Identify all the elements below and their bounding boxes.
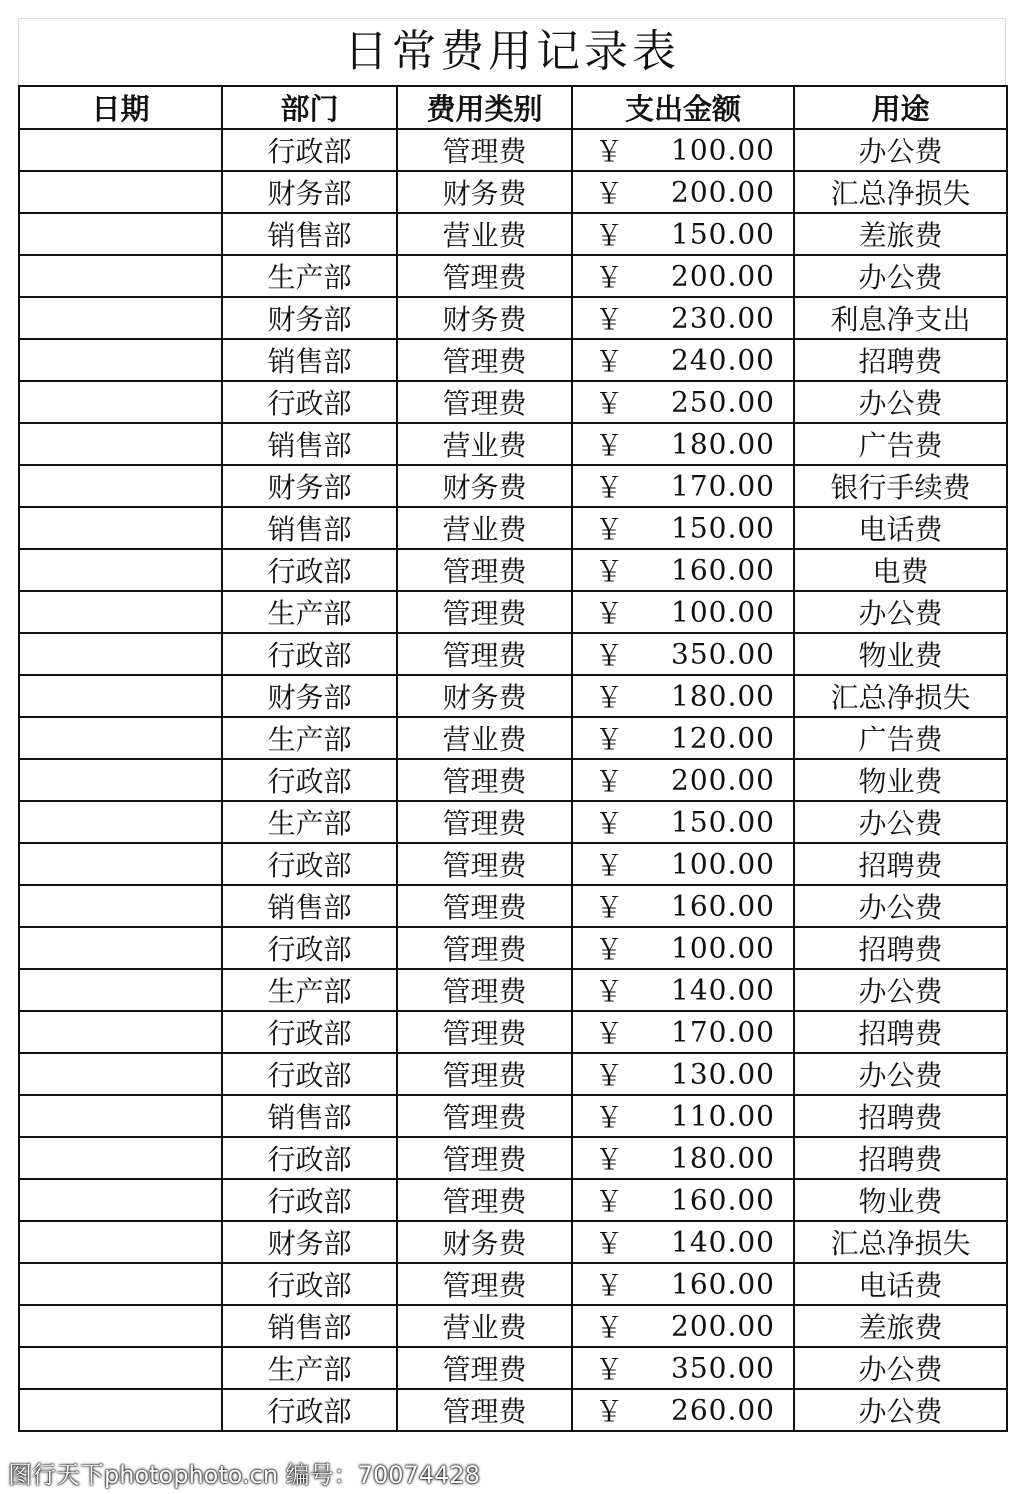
cell-date	[19, 591, 222, 633]
cell-amount	[572, 1389, 794, 1431]
currency-symbol: ￥	[595, 1227, 624, 1260]
cell-use: 招聘费	[794, 339, 1007, 381]
cell-amount	[572, 927, 794, 969]
amount-value: 140.00	[671, 973, 775, 1007]
amount-value: 180.00	[671, 1141, 775, 1175]
cell-date	[19, 1305, 222, 1347]
currency-symbol: ￥	[595, 471, 624, 504]
cell-amount	[572, 171, 794, 213]
cell-amount	[572, 1347, 794, 1389]
cell-use: 办公费	[794, 255, 1007, 297]
table-row	[19, 465, 1007, 507]
cell-amount	[572, 1305, 794, 1347]
cell-dept: 行政部	[222, 759, 397, 801]
cell-use: 招聘费	[794, 843, 1007, 885]
currency-symbol: ￥	[595, 1101, 624, 1134]
cell-use: 办公费	[794, 1053, 1007, 1095]
cell-type: 管理费	[397, 1347, 572, 1389]
cell-dept: 行政部	[222, 1389, 397, 1431]
currency-symbol: ￥	[595, 1269, 624, 1302]
amount-value: 180.00	[671, 679, 775, 713]
amount-value: 150.00	[671, 217, 775, 251]
currency-symbol: ￥	[595, 933, 624, 966]
cell-dept: 行政部	[222, 549, 397, 591]
cell-use: 差旅费	[794, 1305, 1007, 1347]
amount-value: 110.00	[671, 1099, 775, 1133]
cell-date	[19, 381, 222, 423]
cell-amount	[572, 549, 794, 591]
cell-date	[19, 675, 222, 717]
cell-date	[19, 297, 222, 339]
cell-dept: 财务部	[222, 297, 397, 339]
amount-value: 100.00	[671, 595, 775, 629]
amount-value: 150.00	[671, 805, 775, 839]
table-row	[19, 591, 1007, 633]
amount-value: 120.00	[671, 721, 775, 755]
table-row	[19, 633, 1007, 675]
currency-symbol: ￥	[595, 219, 624, 252]
cell-amount	[572, 1137, 794, 1179]
table-row	[19, 1263, 1007, 1305]
cell-date	[19, 213, 222, 255]
cell-date	[19, 171, 222, 213]
currency-symbol: ￥	[595, 723, 624, 756]
currency-symbol: ￥	[595, 135, 624, 168]
amount-value: 350.00	[671, 637, 775, 671]
page-title: 日常费用记录表	[18, 18, 1006, 85]
amount-value: 150.00	[671, 511, 775, 545]
cell-amount	[572, 297, 794, 339]
amount-value: 260.00	[671, 1393, 775, 1427]
cell-type: 管理费	[397, 1137, 572, 1179]
expense-table	[18, 85, 1008, 1432]
cell-dept: 财务部	[222, 465, 397, 507]
cell-amount	[572, 885, 794, 927]
cell-type: 财务费	[397, 1221, 572, 1263]
table-row	[19, 1221, 1007, 1263]
cell-type: 管理费	[397, 885, 572, 927]
cell-amount	[572, 633, 794, 675]
cell-type: 管理费	[397, 927, 572, 969]
cell-amount	[572, 465, 794, 507]
table-row	[19, 1137, 1007, 1179]
cell-type: 管理费	[397, 1053, 572, 1095]
cell-use: 汇总净损失	[794, 675, 1007, 717]
cell-use: 招聘费	[794, 1095, 1007, 1137]
cell-use: 办公费	[794, 969, 1007, 1011]
cell-date	[19, 759, 222, 801]
cell-date	[19, 339, 222, 381]
table-row	[19, 843, 1007, 885]
cell-use: 利息净支出	[794, 297, 1007, 339]
cell-type: 营业费	[397, 717, 572, 759]
cell-use: 汇总净损失	[794, 171, 1007, 213]
amount-value: 230.00	[671, 301, 775, 335]
cell-amount	[572, 339, 794, 381]
cell-date	[19, 1137, 222, 1179]
currency-symbol: ￥	[595, 1017, 624, 1050]
cell-dept: 行政部	[222, 1053, 397, 1095]
table-row	[19, 549, 1007, 591]
cell-date	[19, 969, 222, 1011]
cell-use: 物业费	[794, 759, 1007, 801]
header-dept: 部门	[222, 86, 397, 129]
header-use: 用途	[794, 86, 1007, 129]
cell-use: 广告费	[794, 717, 1007, 759]
cell-dept: 财务部	[222, 1221, 397, 1263]
currency-symbol: ￥	[595, 1059, 624, 1092]
cell-use: 汇总净损失	[794, 1221, 1007, 1263]
cell-amount	[572, 717, 794, 759]
cell-amount	[572, 591, 794, 633]
cell-type: 营业费	[397, 507, 572, 549]
cell-dept: 销售部	[222, 1305, 397, 1347]
amount-value: 130.00	[671, 1057, 775, 1091]
currency-symbol: ￥	[595, 1353, 624, 1386]
cell-type: 管理费	[397, 381, 572, 423]
cell-type: 营业费	[397, 213, 572, 255]
table-row	[19, 927, 1007, 969]
table-row	[19, 381, 1007, 423]
cell-use: 电话费	[794, 1263, 1007, 1305]
currency-symbol: ￥	[595, 345, 624, 378]
table-row	[19, 969, 1007, 1011]
table-row	[19, 675, 1007, 717]
cell-date	[19, 423, 222, 465]
cell-type: 管理费	[397, 759, 572, 801]
cell-date	[19, 633, 222, 675]
cell-dept: 财务部	[222, 675, 397, 717]
currency-symbol: ￥	[595, 555, 624, 588]
cell-date	[19, 1347, 222, 1389]
amount-value: 100.00	[671, 133, 775, 167]
cell-dept: 销售部	[222, 885, 397, 927]
cell-dept: 财务部	[222, 171, 397, 213]
cell-dept: 销售部	[222, 423, 397, 465]
currency-symbol: ￥	[595, 1311, 624, 1344]
amount-value: 160.00	[671, 1267, 775, 1301]
cell-type: 管理费	[397, 1095, 572, 1137]
table-row	[19, 885, 1007, 927]
cell-date	[19, 1221, 222, 1263]
cell-type: 管理费	[397, 801, 572, 843]
cell-dept: 行政部	[222, 1179, 397, 1221]
cell-type: 财务费	[397, 171, 572, 213]
table-row	[19, 171, 1007, 213]
table-row	[19, 717, 1007, 759]
cell-amount	[572, 1095, 794, 1137]
amount-value: 160.00	[671, 1183, 775, 1217]
cell-type: 管理费	[397, 591, 572, 633]
cell-type: 营业费	[397, 1305, 572, 1347]
cell-amount	[572, 1053, 794, 1095]
cell-amount	[572, 801, 794, 843]
cell-amount	[572, 675, 794, 717]
table-row	[19, 759, 1007, 801]
cell-dept: 行政部	[222, 843, 397, 885]
cell-dept: 生产部	[222, 717, 397, 759]
table-row	[19, 1305, 1007, 1347]
table-row	[19, 213, 1007, 255]
cell-use: 招聘费	[794, 927, 1007, 969]
cell-type: 管理费	[397, 339, 572, 381]
cell-use: 物业费	[794, 633, 1007, 675]
cell-use: 办公费	[794, 1389, 1007, 1431]
table-row	[19, 423, 1007, 465]
header-date: 日期	[19, 86, 222, 129]
cell-dept: 销售部	[222, 507, 397, 549]
amount-value: 180.00	[671, 427, 775, 461]
currency-symbol: ￥	[595, 807, 624, 840]
cell-date	[19, 1263, 222, 1305]
cell-use: 办公费	[794, 801, 1007, 843]
cell-dept: 销售部	[222, 1095, 397, 1137]
cell-amount	[572, 1011, 794, 1053]
cell-amount	[572, 843, 794, 885]
amount-value: 240.00	[671, 343, 775, 377]
amount-value: 160.00	[671, 889, 775, 923]
cell-use: 办公费	[794, 381, 1007, 423]
currency-symbol: ￥	[595, 429, 624, 462]
header-type: 费用类别	[397, 86, 572, 129]
cell-amount	[572, 969, 794, 1011]
header-row	[19, 86, 1007, 129]
currency-symbol: ￥	[595, 261, 624, 294]
cell-dept: 行政部	[222, 1011, 397, 1053]
expense-sheet	[18, 18, 1006, 1432]
currency-symbol: ￥	[595, 1395, 624, 1428]
cell-use: 物业费	[794, 1179, 1007, 1221]
cell-amount	[572, 423, 794, 465]
cell-amount	[572, 1179, 794, 1221]
cell-type: 财务费	[397, 675, 572, 717]
cell-type: 财务费	[397, 465, 572, 507]
cell-use: 差旅费	[794, 213, 1007, 255]
cell-type: 管理费	[397, 1179, 572, 1221]
table-row	[19, 1347, 1007, 1389]
cell-date	[19, 885, 222, 927]
cell-date	[19, 717, 222, 759]
cell-date	[19, 1011, 222, 1053]
cell-use: 办公费	[794, 1347, 1007, 1389]
cell-use: 办公费	[794, 885, 1007, 927]
currency-symbol: ￥	[595, 849, 624, 882]
currency-symbol: ￥	[595, 597, 624, 630]
cell-use: 银行手续费	[794, 465, 1007, 507]
amount-value: 160.00	[671, 553, 775, 587]
cell-date	[19, 255, 222, 297]
amount-value: 200.00	[671, 175, 775, 209]
amount-value: 100.00	[671, 847, 775, 881]
cell-type: 管理费	[397, 1389, 572, 1431]
cell-use: 招聘费	[794, 1137, 1007, 1179]
currency-symbol: ￥	[595, 1143, 624, 1176]
table-row	[19, 1053, 1007, 1095]
cell-type: 管理费	[397, 843, 572, 885]
cell-amount	[572, 1221, 794, 1263]
cell-amount	[572, 759, 794, 801]
table-row	[19, 297, 1007, 339]
cell-date	[19, 1095, 222, 1137]
amount-value: 200.00	[671, 763, 775, 797]
cell-dept: 行政部	[222, 129, 397, 171]
cell-dept: 行政部	[222, 927, 397, 969]
cell-date	[19, 1053, 222, 1095]
table-row	[19, 1095, 1007, 1137]
cell-date	[19, 549, 222, 591]
cell-date	[19, 1179, 222, 1221]
currency-symbol: ￥	[595, 177, 624, 210]
amount-value: 350.00	[671, 1351, 775, 1385]
currency-symbol: ￥	[595, 513, 624, 546]
cell-amount	[572, 1263, 794, 1305]
cell-date	[19, 129, 222, 171]
currency-symbol: ￥	[595, 639, 624, 672]
table-row	[19, 129, 1007, 171]
cell-dept: 生产部	[222, 801, 397, 843]
cell-date	[19, 1389, 222, 1431]
cell-type: 管理费	[397, 1011, 572, 1053]
cell-dept: 销售部	[222, 339, 397, 381]
table-row	[19, 1179, 1007, 1221]
cell-use: 电话费	[794, 507, 1007, 549]
cell-type: 管理费	[397, 129, 572, 171]
cell-dept: 生产部	[222, 1347, 397, 1389]
cell-use: 招聘费	[794, 1011, 1007, 1053]
header-amount: 支出金额	[572, 86, 794, 129]
cell-amount	[572, 507, 794, 549]
cell-dept: 行政部	[222, 633, 397, 675]
cell-amount	[572, 213, 794, 255]
cell-use: 广告费	[794, 423, 1007, 465]
cell-dept: 行政部	[222, 1263, 397, 1305]
table-row	[19, 507, 1007, 549]
table-row	[19, 1389, 1007, 1431]
cell-type: 管理费	[397, 549, 572, 591]
cell-dept: 生产部	[222, 591, 397, 633]
cell-dept: 生产部	[222, 255, 397, 297]
cell-type: 管理费	[397, 1263, 572, 1305]
cell-type: 管理费	[397, 969, 572, 1011]
cell-date	[19, 927, 222, 969]
currency-symbol: ￥	[595, 681, 624, 714]
currency-symbol: ￥	[595, 303, 624, 336]
currency-symbol: ￥	[595, 891, 624, 924]
currency-symbol: ￥	[595, 975, 624, 1008]
cell-amount	[572, 129, 794, 171]
table-row	[19, 339, 1007, 381]
amount-value: 170.00	[671, 469, 775, 503]
amount-value: 100.00	[671, 931, 775, 965]
cell-type: 财务费	[397, 297, 572, 339]
cell-type: 管理费	[397, 633, 572, 675]
amount-value: 200.00	[671, 259, 775, 293]
table-row	[19, 801, 1007, 843]
cell-date	[19, 843, 222, 885]
amount-value: 200.00	[671, 1309, 775, 1343]
cell-amount	[572, 381, 794, 423]
table-row	[19, 1011, 1007, 1053]
cell-dept: 生产部	[222, 969, 397, 1011]
table-row	[19, 255, 1007, 297]
cell-dept: 行政部	[222, 381, 397, 423]
amount-value: 250.00	[671, 385, 775, 419]
watermark-text: 图行天下photophoto.cn 编号：70074428	[8, 1461, 480, 1489]
cell-use: 电费	[794, 549, 1007, 591]
cell-dept: 销售部	[222, 213, 397, 255]
cell-use: 办公费	[794, 591, 1007, 633]
cell-type: 管理费	[397, 255, 572, 297]
cell-type: 营业费	[397, 423, 572, 465]
cell-date	[19, 801, 222, 843]
cell-date	[19, 465, 222, 507]
cell-date	[19, 507, 222, 549]
currency-symbol: ￥	[595, 387, 624, 420]
amount-value: 140.00	[671, 1225, 775, 1259]
cell-dept: 行政部	[222, 1137, 397, 1179]
table-body	[19, 129, 1007, 1431]
amount-value: 170.00	[671, 1015, 775, 1049]
currency-symbol: ￥	[595, 765, 624, 798]
cell-amount	[572, 255, 794, 297]
currency-symbol: ￥	[595, 1185, 624, 1218]
cell-use: 办公费	[794, 129, 1007, 171]
